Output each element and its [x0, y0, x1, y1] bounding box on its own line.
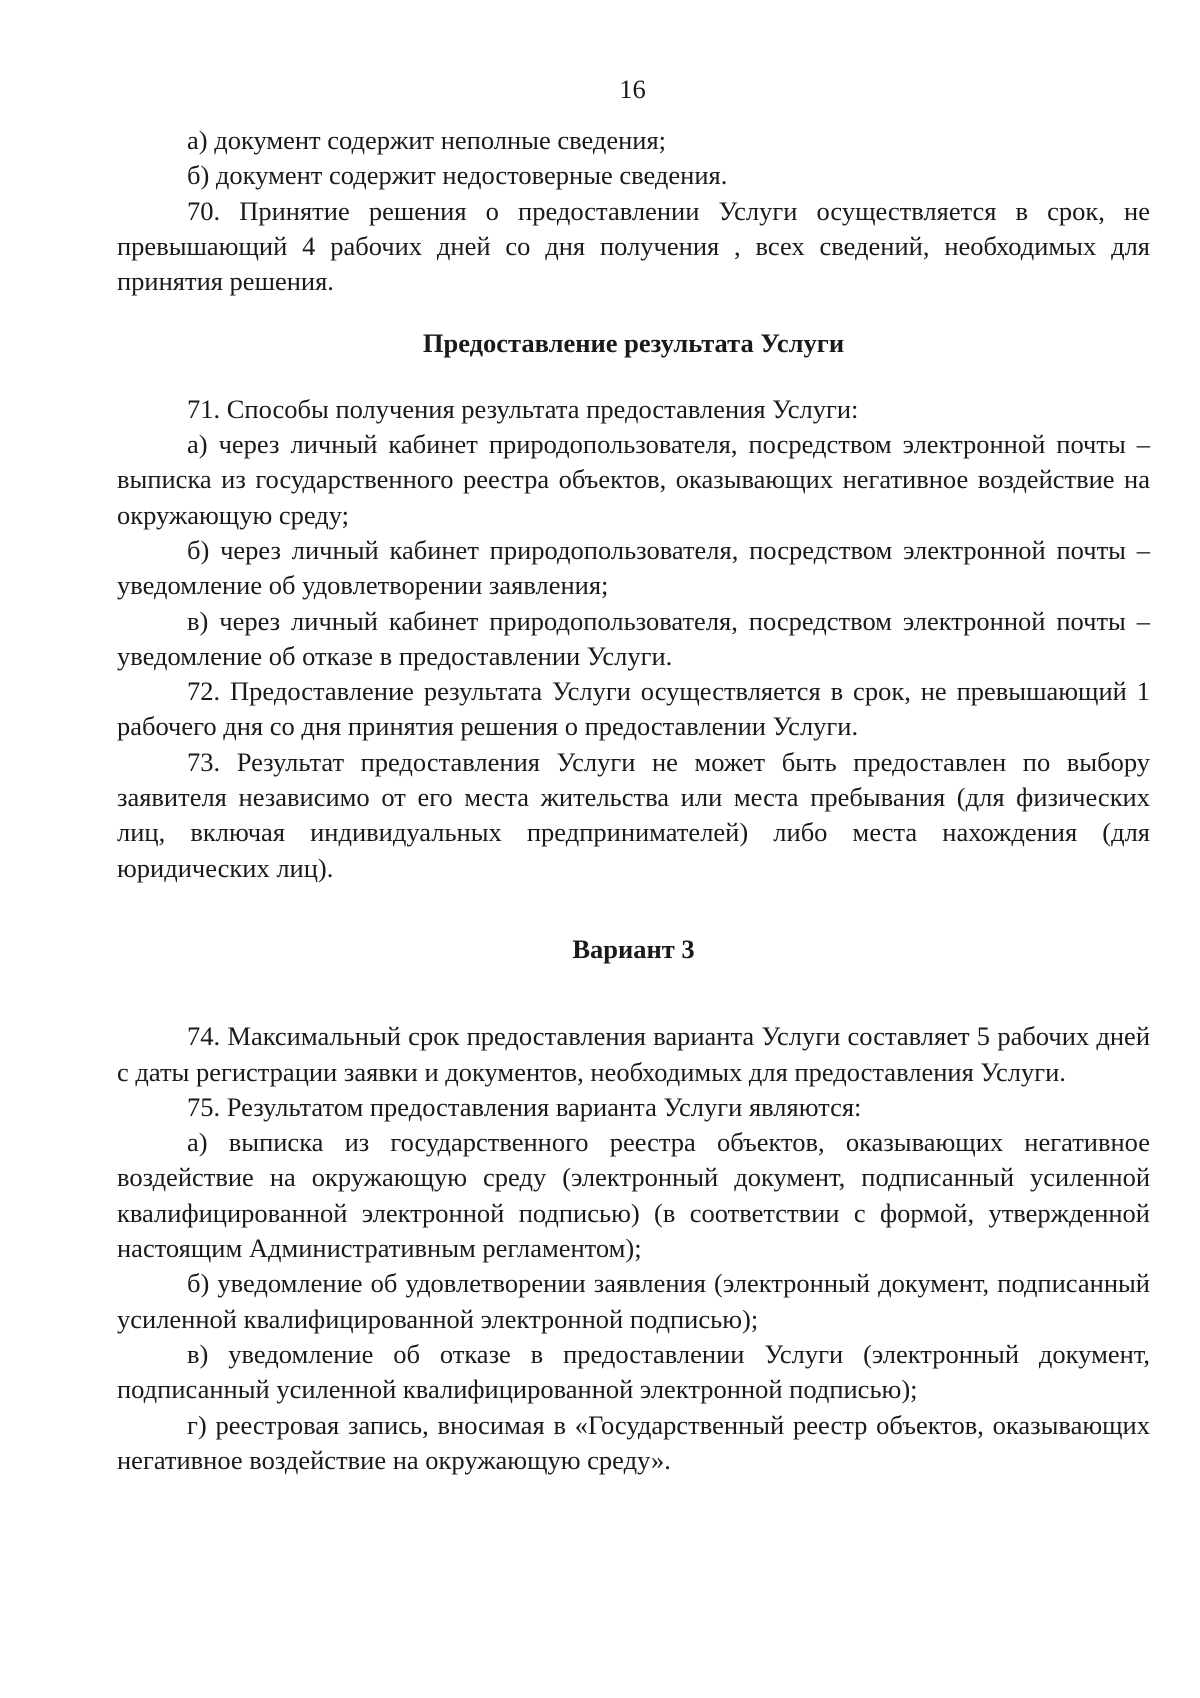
paragraph-71: 71. Способы получения результата предоставления Услуги: — [187, 393, 859, 424]
paragraph-75-c: в) уведомление об отказе в предоставлении Услуги (электронный документ, подписанный усиленной квалифицированной электронной подписью); — [117, 1338, 1150, 1405]
spacer — [117, 967, 1150, 1019]
paragraph-75-d: г) реестровая запись, вносимая в «Государственный реестр объектов, оказывающих негативное воздействие на окружающую среду». — [117, 1409, 1150, 1475]
paragraph-75-b: б) уведомление об удовлетворении заявления (электронный документ, подписанный усиленной квалифицированной электронной подписью); — [117, 1268, 1150, 1334]
paragraph-71-a: а) через личный кабинет природопользователя, посредством электронной почты – выписка из государственного реестра объектов, оказывающих негативное воздействие на окружающую среду; — [117, 429, 1150, 530]
spacer — [117, 362, 1150, 392]
paragraph-71-b: б) через личный кабинет природопользователя, посредством электронной почты – уведомление об удовлетворении заявления; — [117, 534, 1150, 601]
spacer — [117, 299, 1150, 326]
paragraph-72: 72. Предоставление результата Услуги осуществляется в срок, не превышающий 1 рабочего дня со дня принятия решения о предоставлении Услуги. — [117, 676, 1150, 742]
paragraph-71-c: в) через личный кабинет природопользователя, посредством электронной почты – уведомление об отказе в предоставлении Услуги. — [117, 605, 1150, 671]
paragraph-75: 75. Результатом предоставления варианта Услуги являются: — [187, 1091, 862, 1122]
paragraph-70: 70. Принятие решения о предоставлении Услуги осуществляется в срок, не превышающий 4 рабочих дней со дня получения , всех сведений, необходимых для принятия решения. — [117, 195, 1150, 297]
page-number: 16 — [619, 74, 646, 104]
paragraph-a-incomplete: а) документ содержит неполные сведения; — [187, 125, 667, 155]
document-body — [117, 123, 1150, 1478]
paragraph-75-a: а) выписка из государственного реестра объектов, оказывающих негативное воздействие на окружающую среду (электронный документ, подписанный усиленной квалифицированной электронной подписью) (в соответствии с формой, утвержденной настоящим Административным регламентом); — [117, 1127, 1150, 1264]
section-heading-variant: Вариант 3 — [572, 933, 695, 964]
paragraph-73: 73. Результат предоставления Услуги не может быть предоставлен по выбору заявителя независимо от его места жительства или места пребывания (для физических лиц, включая индивидуальных предпринимателей) либо места нахождения (для юридических лиц). — [117, 746, 1150, 883]
paragraph-b-unreliable: б) документ содержит недостоверные сведения. — [187, 160, 728, 191]
paragraph-74: 74. Максимальный срок предоставления варианта Услуги составляет 5 рабочих дней с даты регистрации заявки и документов, необходимых для предоставления Услуги. — [117, 1021, 1150, 1087]
section-heading-result: Предоставление результата Услуги — [422, 328, 845, 359]
spacer — [117, 886, 1150, 932]
